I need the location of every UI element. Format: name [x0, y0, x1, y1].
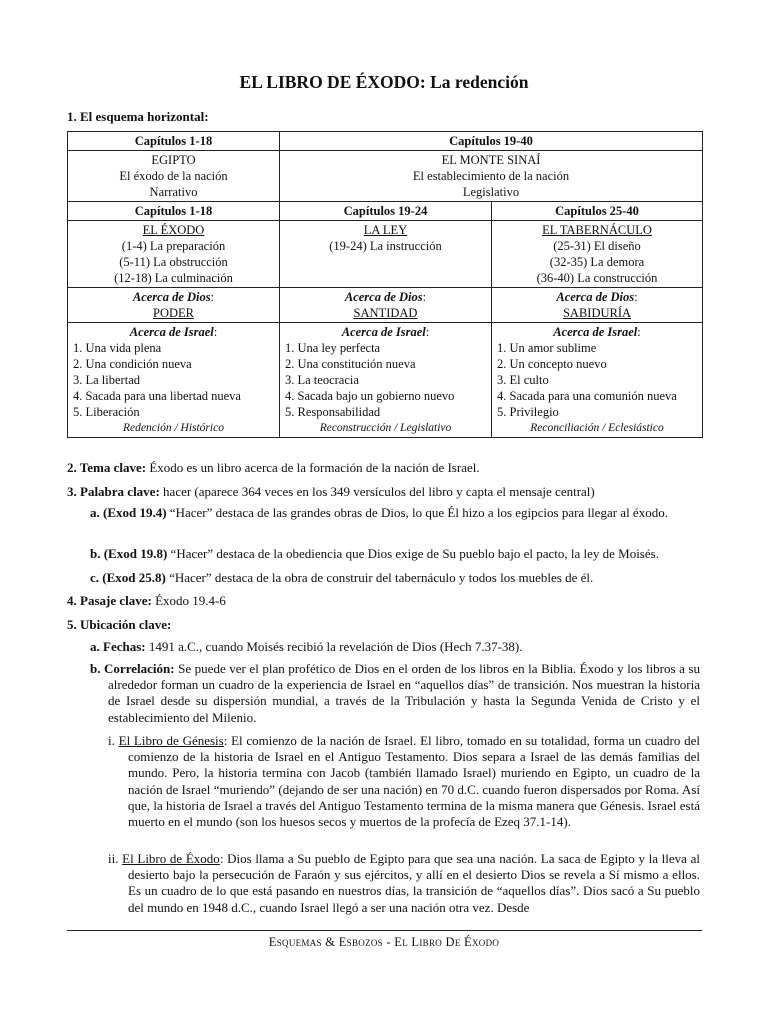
israel-item: 3. El culto	[497, 373, 549, 387]
section-3a-text: “Hacer” destaca de las grandes obras de Dios, lo que Él hizo a los egipcios para llegar al éxodo.	[166, 505, 668, 520]
section-3b-label: b. (Exod 19.8)	[90, 546, 168, 561]
section-2	[67, 460, 480, 476]
section-1-heading	[67, 109, 209, 125]
about-israel-label: Acerca de Israel	[341, 325, 426, 339]
page-title: EL LIBRO DE ÉXODO: La redención	[239, 72, 529, 92]
col-2-item: (19-24) La instrucción	[329, 239, 442, 253]
section-3a-label: a. (Exod 19.4)	[90, 505, 167, 520]
header-chapters-1-18: Capítulos 1-18	[68, 132, 280, 151]
section-5b	[90, 661, 700, 726]
col-1-footnote: Redención / Histórico	[123, 422, 224, 434]
section-5b-ii-number: ii.	[108, 851, 119, 866]
header-chapters-19-40: Capítulos 19-40	[280, 132, 703, 151]
col-1-item: (5-11) La obstrucción	[119, 255, 228, 269]
col-3-god-attribute: SABIDURÍA	[562, 306, 632, 320]
col-3-item: (25-31) El diseño	[553, 239, 641, 253]
israel-item: 5. Liberación	[73, 405, 140, 419]
about-god-label: Acerca de Dios	[344, 290, 423, 304]
section-4-text: Éxodo 19.4-6	[151, 593, 226, 608]
col-3-footnote: Reconciliación / Eclesiástico	[530, 422, 664, 434]
about-israel-label: Acerca de Israel	[553, 325, 638, 339]
section-4	[67, 593, 226, 609]
israel-item: 2. Un concepto nuevo	[497, 357, 607, 371]
col-2-header: Capítulos 19-24	[280, 202, 492, 221]
section-5a	[90, 639, 700, 655]
col-1-god-attribute: PODER	[153, 306, 194, 320]
col-2-name: LA LEY	[363, 223, 408, 237]
section-3	[67, 484, 595, 500]
col-1-header: Capítulos 1-18	[68, 202, 280, 221]
col-3-item: (32-35) La demora	[549, 255, 645, 269]
about-god-label: Acerca de Dios	[132, 290, 211, 304]
col-3-about-god: Acerca de Dios: SABIDURÍA	[492, 288, 703, 323]
section-5b-ii	[108, 851, 700, 916]
egipto-title: EGIPTO	[151, 153, 196, 167]
sinai-title: EL MONTE SINAÍ	[441, 153, 541, 167]
col-3-header: Capítulos 25-40	[492, 202, 703, 221]
israel-item: 1. Un amor sublime	[497, 341, 597, 355]
israel-item: 3. La libertad	[73, 373, 140, 387]
col-2-footnote: Reconstrucción / Legislativo	[319, 422, 452, 434]
israel-item: 4. Sacada bajo un gobierno nuevo	[285, 389, 455, 403]
footer-divider	[67, 930, 702, 931]
page-footer: Esquemas & Esbozos - El Libro De Éxodo	[268, 935, 500, 949]
sinai-cell	[280, 151, 703, 202]
horizontal-scheme-table	[67, 131, 703, 438]
israel-item: 1. Una ley perfecta	[285, 341, 381, 355]
section-5b-text: Se puede ver el plan profético de Dios en el orden de los libros en la Biblia. Éxodo y los libros a su alrededor forman un cuadro de la experiencia de Israel en “aquellos días” de transición. Nos muestran la historia de Israel desde su dispersión mundial, a través de la Tribulación y hasta la Segunda Venida de Cristo y el establecimiento del Milenio.	[108, 661, 700, 725]
israel-item: 4. Sacada para una libertad nueva	[73, 389, 241, 403]
egipto-genre: Narrativo	[149, 185, 198, 199]
section-3b	[90, 546, 700, 562]
israel-item: 1. Una vida plena	[73, 341, 162, 355]
col-2-about-israel: Acerca de Israel: 1. Una ley perfecta 2. Una constitución nueva 3. La teocracia 4. Sacada bajo un gobierno nuevo 5. Responsabilidad Reconstrucción / Legislativo	[280, 323, 492, 438]
section-5b-i	[108, 733, 700, 830]
section-1-label: El esquema horizontal:	[80, 109, 209, 124]
section-3-label: 3. Palabra clave:	[67, 484, 160, 499]
section-5b-ii-text: : Dios llama a Su pueblo de Egipto para que sea una nación. La saca de Egipto y la lleva al desierto bajo la persecución de Faraón y sus ejércitos, y allí en el desierto Dios se revela a Sí mismo a ellos. Es un cuadro de lo que está pasando en nuestros días, la transición de “aquellos días”. Dios sacó a Su pueblo del mundo en 1948 d.C., cuando Israel llegó a ser una nación otra vez. Desde	[128, 851, 700, 915]
sinai-subtitle: El establecimiento de la nación	[412, 169, 570, 183]
col-2-about-god: Acerca de Dios: SANTIDAD	[280, 288, 492, 323]
col-2-god-attribute: SANTIDAD	[353, 306, 418, 320]
section-3-text: hacer (aparece 364 veces en los 349 versículos del libro y capta el mensaje central)	[159, 484, 595, 499]
about-israel-label: Acerca de Israel	[129, 325, 214, 339]
israel-item: 2. Una constitución nueva	[285, 357, 416, 371]
section-5: 5. Ubicación clave:	[67, 617, 172, 632]
col-1-about-god: Acerca de Dios: PODER	[68, 288, 280, 323]
section-4-label: 4. Pasaje clave:	[67, 593, 152, 608]
section-3b-text: “Hacer” destaca de la obediencia que Dios exige de Su pueblo bajo el pacto, la ley de Moisés.	[167, 546, 659, 561]
col-2-sections	[280, 221, 492, 288]
israel-item: 4. Sacada para una comunión nueva	[497, 389, 677, 403]
israel-item: 5. Responsabilidad	[285, 405, 381, 419]
col-1-sections	[68, 221, 280, 288]
section-3c-text: “Hacer” destaca de la obra de construir del tabernáculo y todos los muebles de él.	[165, 570, 594, 585]
israel-item: 2. Una condición nueva	[73, 357, 192, 371]
section-3c	[90, 570, 700, 586]
section-3a	[90, 505, 700, 521]
about-god-label: Acerca de Dios	[556, 290, 635, 304]
section-2-label: 2. Tema clave:	[67, 460, 147, 475]
section-2-text: Éxodo es un libro acerca de la formación de la nación de Israel.	[146, 460, 480, 475]
section-5b-i-text: : El comienzo de la nación de Israel. El libro, tomado en su totalidad, forma un cuadro del comienzo de la historia de Israel en el Antiguo Testamento. Dios separa a Israel de las demás familias del mundo. Pero, la historia termina con Jacob (también llamado Israel) muriendo en Egipto, un cuadro de la nación de Israel “muriendo” (dejando de ser una nación) en 70 d.C. cuando fueron dispersados por Roma. Así que, la historia de Israel a través del Antiguo Testamento termina de la misma manera que Génesis. Israel está muerto en el mundo (son los huesos secos y muertos de la profecía de Ezeq 37.1-14).	[128, 733, 700, 830]
col-1-name: EL ÉXODO	[142, 223, 205, 237]
israel-item: 3. La teocracia	[285, 373, 359, 387]
egipto-subtitle: El éxodo de la nación	[119, 169, 228, 183]
exodus-link: El Libro de Éxodo	[122, 851, 220, 866]
genesis-link: El Libro de Génesis	[118, 733, 224, 748]
col-3-about-israel: Acerca de Israel: 1. Un amor sublime 2. Un concepto nuevo 3. El culto 4. Sacada para una comunión nueva 5. Privilegio Reconciliación / Eclesiástico	[492, 323, 703, 438]
egipto-cell	[68, 151, 280, 202]
section-5b-label: b. Correlación:	[90, 661, 175, 676]
section-3c-label: c. (Exod 25.8)	[90, 570, 166, 585]
col-1-item: (12-18) La culminación	[114, 271, 233, 285]
col-3-name: EL TABERNÁCULO	[542, 223, 652, 237]
col-1-about-israel: Acerca de Israel: 1. Una vida plena 2. Una condición nueva 3. La libertad 4. Sacada para una libertad nueva 5. Liberación Redención / Histórico	[68, 323, 280, 438]
sinai-genre: Legislativo	[462, 185, 520, 199]
col-3-sections	[492, 221, 703, 288]
section-5a-text: 1491 a.C., cuando Moisés recibió la revelación de Dios (Hech 7.37-38).	[145, 639, 523, 654]
col-1-item: (1-4) La preparación	[121, 239, 226, 253]
section-1-number: 1.	[67, 109, 77, 124]
section-5b-i-number: i.	[108, 733, 115, 748]
col-3-item: (36-40) La construcción	[536, 271, 658, 285]
israel-item: 5. Privilegio	[497, 405, 559, 419]
section-5a-label: a. Fechas:	[90, 639, 146, 654]
